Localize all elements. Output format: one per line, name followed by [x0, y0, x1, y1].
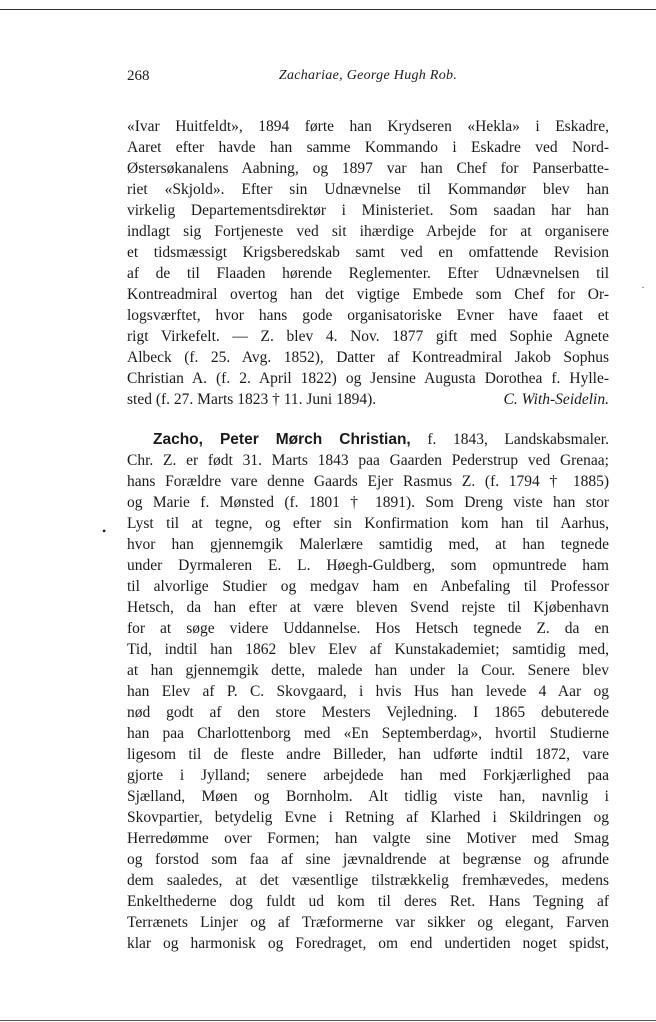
top-rule: [0, 9, 656, 10]
entry-two: [127, 429, 609, 954]
signature-line: [127, 389, 609, 410]
text-line: Chr. Z. er født 31. Marts 1843 paa Gaarden Pederstrup ved Grenaa;: [127, 452, 609, 469]
entry-one: [127, 116, 609, 410]
text-line: og Marie f. Mønsted (f. 1801 † 1891). Som Dreng viste han stor: [127, 494, 609, 511]
text-line: Aaret efter havde han samme Kommando i Eskadre ved Nord-: [127, 139, 609, 156]
text-line: indlagt sig Fortjeneste ved sit ihærdige Arbejde for at organisere: [127, 223, 609, 240]
text-line: Tid, indtil han 1862 blev Elev af Kunstakademiet; samtidig med,: [127, 641, 609, 658]
signature: C. With-Seidelin.: [503, 391, 609, 408]
text-line: Østersøkanalens Aabning, og 1897 var han Chef for Panserbatte-: [127, 160, 609, 177]
text-line: Kontreadmiral overtog han det vigtige Embede som Chef for Or-: [127, 286, 609, 303]
text-line: for at søge videre Uddannelse. Hos Hetsch tegnede Z. da en: [127, 620, 609, 637]
text-line: virkelig Departementsdirektør i Ministeriet. Som saadan har han: [127, 202, 609, 219]
text-line: hans Forældre vare denne Gaards Ejer Rasmus Z. (f. 1794 † 1885): [127, 473, 609, 490]
text-line: rigt Virkefelt. — Z. blev 4. Nov. 1877 gift med Sophie Agnete: [127, 328, 609, 345]
text-line: han Elev af P. C. Skovgaard, i hvis Hus han levede 4 Aar og: [127, 683, 609, 700]
text-line: gjorte i Jylland; senere arbejdede han med Forkjærlighed paa: [127, 767, 609, 784]
running-head: [127, 68, 609, 90]
text-line: sted (f. 27. Marts 1823 † 11. Juni 1894).: [127, 391, 377, 408]
text-line: hvor han gjennemgik Malerlære samtidig med, at han tegnede: [127, 536, 609, 553]
bottom-rule: [0, 1020, 656, 1021]
entry-gap: [127, 410, 609, 429]
text-line: Christian A. (f. 2. April 1822) og Jensine Augusta Dorothea f. Hylle-: [127, 370, 609, 387]
text-line: Hetsch, da han efter at være bleven Svend rejste til Kjøbenhavn: [127, 599, 609, 616]
text-line: under Dyrmaleren E. L. Høegh-Guldberg, som opmuntrede ham: [127, 557, 609, 574]
headword: Zacho, Peter Mørch Christian,: [153, 431, 411, 448]
margin-dot-mark: •: [102, 524, 107, 538]
margin-tick-mark: ·: [641, 280, 645, 294]
text-line: logsværftet, hvor hans gode organisatoriske Evner have faaet et: [127, 307, 609, 324]
text-line: og forstod som faa af sine jævnaldrende at begrænse og afrunde: [127, 851, 609, 868]
text-block: [127, 116, 609, 954]
text-line: af de til Flaaden hørende Reglementer. Efter Udnævnelsen til: [127, 265, 609, 282]
running-title: Zachariae, George Hugh Rob.: [278, 68, 458, 83]
text-line: f. 1843, Landskabsmaler.: [410, 431, 609, 448]
text-line: at han gjennemgik dette, malede han under la Cour. Senere blev: [127, 662, 609, 679]
text-line: Skovpartier, betydelig Evne i Retning af Klarhed i Skildringen og: [127, 809, 609, 826]
text-line: Terrænets Linjer og af Træformerne var sikker og elegant, Farven: [127, 914, 609, 931]
entry-heading-line: [127, 429, 609, 450]
text-line: Enkelthederne dog fuldt ud kom til deres Ret. Hans Tegning af: [127, 893, 609, 910]
text-line: «Ivar Huitfeldt», 1894 førte han Krydseren «Hekla» i Eskadre,: [127, 118, 609, 135]
text-line: til alvorlige Studier og medgav ham en Anbefaling til Professor: [127, 578, 609, 595]
text-line: et tidsmæssigt Krigsberedskab samt ved en omfattende Revision: [127, 244, 609, 261]
text-line: Albeck (f. 25. Avg. 1852), Datter af Kontreadmiral Jakob Sophus: [127, 349, 609, 366]
text-line: klar og harmonisk og Foredraget, om end undertiden noget spidst,: [127, 935, 609, 952]
text-line: dem saaledes, at det væsentlige tilstrækkelig fremhævedes, medens: [127, 872, 609, 889]
text-line: han paa Charlottenborg med «En Septemberdag», hvortil Studierne: [127, 725, 609, 742]
text-line: Lyst til at tegne, og efter sin Konfirmation kom han til Aarhus,: [127, 515, 609, 532]
text-line: Sjælland, Møen og Bornholm. Alt tidlig viste han, navnlig i: [127, 788, 609, 805]
page-number: 268: [127, 68, 150, 84]
text-line: Herredømme over Formen; han valgte sine Motiver med Smag: [127, 830, 609, 847]
text-line: ligesom til de fleste andre Billeder, han udførte indtil 1872, vare: [127, 746, 609, 763]
text-line: riet «Skjold». Efter sin Udnævnelse til Kommandør blev han: [127, 181, 609, 198]
text-line: nød godt af den store Mesters Vejledning. I 1865 debuterede: [127, 704, 609, 721]
